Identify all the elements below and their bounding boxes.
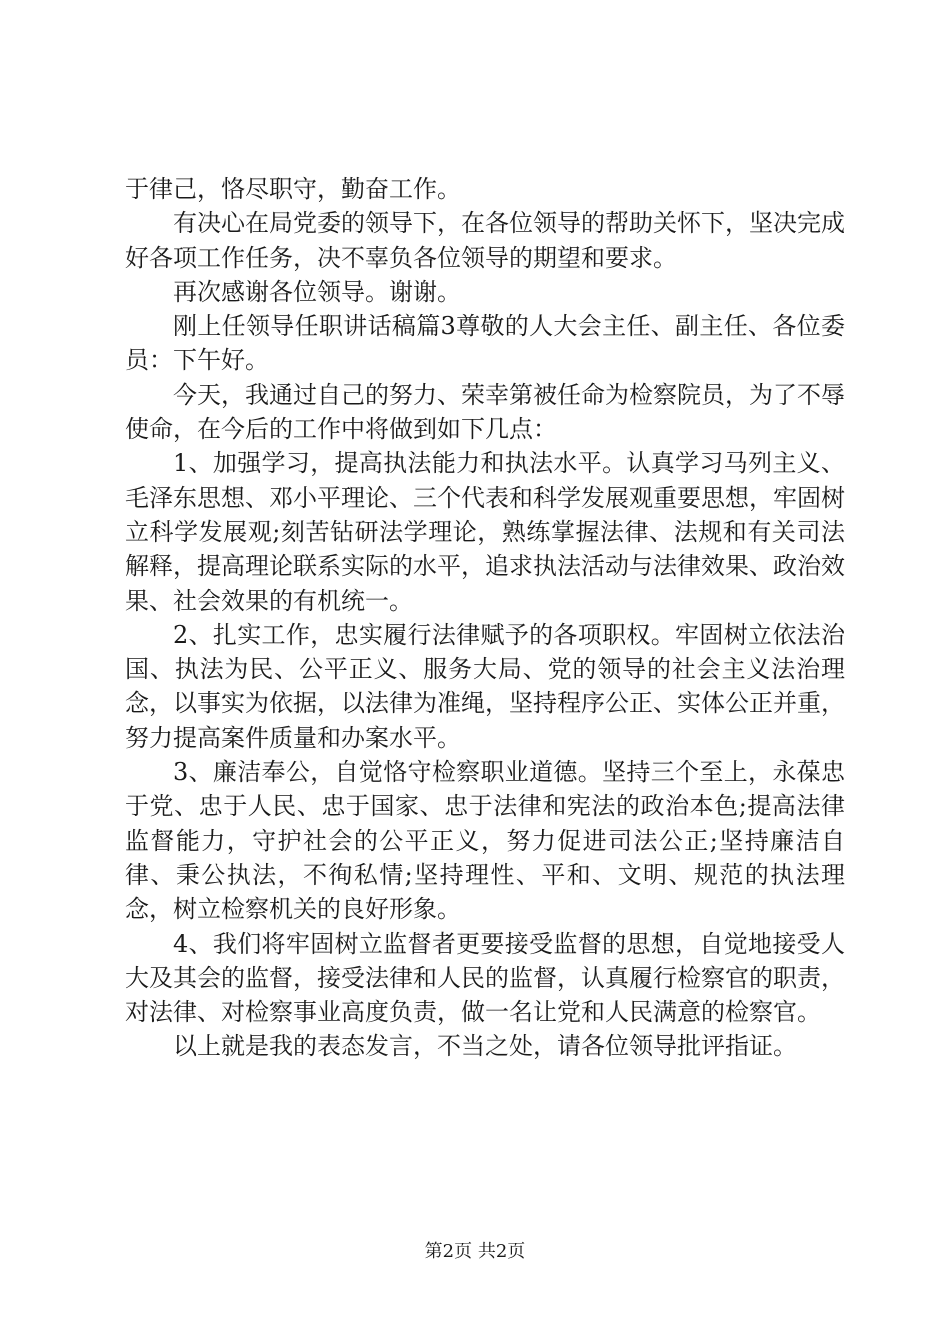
paragraph-continuation: 于律己，恪尽职守，勤奋工作。 [125,175,461,203]
paragraph-point-1: 1、加强学习，提高执法能力和执法水平。认真学习马列主义、毛泽东思想、邓小平理论、三个代表和科学发展观重要思想，牢固树立科学发展观;刻苦钻研法学理论，熟练掌握法律、法规和有关司法解释，提高理论联系实际的水平，追求执法活动与法律效果、政治效果、社会效果的有机统一。 [125,449,845,615]
paragraph-point-3: 3、廉洁奉公，自觉恪守检察职业道德。坚持三个至上，永葆忠于党、忠于人民、忠于国家、忠于法律和宪法的政治本色;提高法律监督能力，守护社会的公平正义，努力促进司法公正;坚持廉洁自律、秉公执法，不徇私情;坚持理性、平和、文明、规范的执法理念，树立检察机关的良好形象。 [125,758,845,924]
paragraph-determination: 有决心在局党委的领导下，在各位领导的帮助关怀下，坚决完成好各项工作任务，决不辜负各位领导的期望和要求。 [125,209,845,272]
paragraph-closing: 以上就是我的表态发言，不当之处，请各位领导批评指证。 [173,1032,797,1061]
paragraph-speech-3-greeting: 刚上任领导任职讲话稿篇3尊敬的人大会主任、副主任、各位委员：下午好。 [125,312,845,375]
paragraph-point-4: 4、我们将牢固树立监督者更要接受监督的思想，自觉地接受人大及其会的监督，接受法律和人民的监督，认真履行检察官的职责，对法律、对检察事业高度负责，做一名让党和人民满意的检察官。 [125,929,845,1027]
page-number-footer: 第2页 共2页 [424,1241,526,1262]
paragraph-point-2: 2、扎实工作，忠实履行法律赋予的各项职权。牢固树立依法治国、执法为民、公平正义、服务大局、党的领导的社会主义法治理念，以事实为依据，以法律为准绳，坚持程序公正、实体公正并重，努力提高案件质量和办案水平。 [125,620,845,752]
document-body [125,172,845,1064]
paragraph-thanks: 再次感谢各位领导。谢谢。 [173,277,461,306]
paragraph-introduction: 今天，我通过自己的努力、荣幸第被任命为检察院员，为了不辱使命，在今后的工作中将做到如下几点： [125,380,845,444]
